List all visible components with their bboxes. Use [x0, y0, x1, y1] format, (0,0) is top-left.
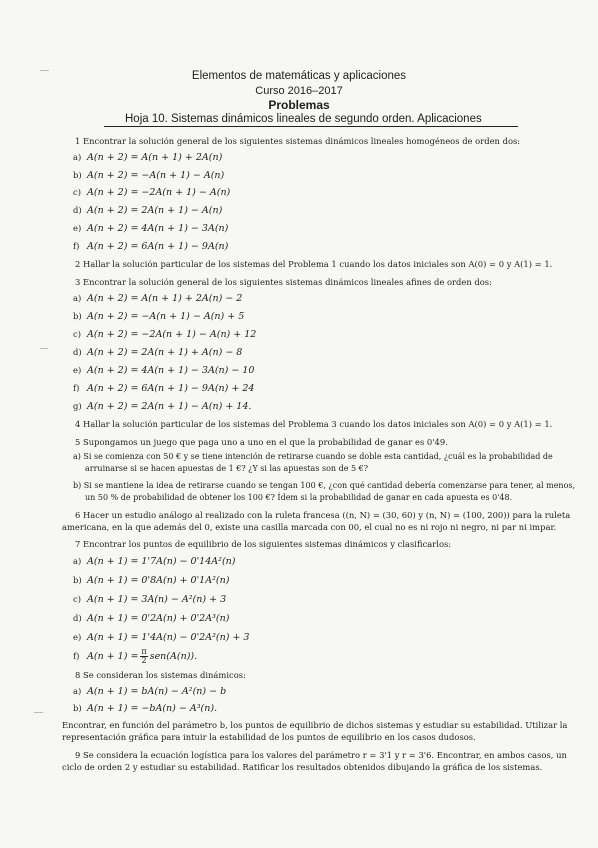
list-item: d) A(n + 1) = 0'2A(n) + 0'2A³(n) — [73, 613, 230, 624]
problem-8-line-1: Encontrar, en función del parámetro b, los puntos de equilibrio de dichos sistemas y estudiar su estabilidad. Utilizar la — [62, 720, 568, 730]
problem-3-statement: 3 Encontrar la solución general de los siguientes sistemas dinámicos lineales afines de orden dos: — [75, 277, 492, 287]
list-item: f) A(n + 1) = $\frac{\pi}{2} sen(A(n))$. — [73, 647, 198, 665]
problem-5b-line-1: b) Si se mantiene la idea de retirarse cuando se tengan 100 €, ¿con qué cantidad debería comenzarse para tener, al menos, — [73, 481, 576, 490]
problem-6-line-2: americana, en la que además del 0, existe una casilla marcada con 00, el cual no es ni rojo ni negro, ni par ni impar. — [62, 522, 557, 532]
list-item: d) A(n + 2) = 2A(n + 1) + A(n) − 8 — [73, 347, 243, 358]
course-year: Curso 2016–2017 — [255, 85, 343, 97]
list-item: d) A(n + 2) = 2A(n + 1) − A(n) — [73, 205, 223, 216]
list-item: c) A(n + 2) = −2A(n + 1) − A(n) — [73, 187, 231, 198]
problem-6-line-1: 6 Hacer un estudio análogo al realizado con la ruleta francesa ((n, N) = (30, 60) y (n, N) = (100, 200)) para la ruleta — [75, 510, 571, 520]
problem-5-statement: 5 Supongamos un juego que paga uno a uno en el que la probabilidad de ganar es 0'49. — [75, 437, 448, 447]
scan-mark — [40, 348, 48, 349]
list-item: e) A(n + 1) = 1'4A(n) − 0'2A²(n) + 3 — [73, 632, 250, 643]
problem-8-line-2: representación gráfica para intuir la estabilidad de los puntos de equilibrio en los casos dudosos. — [62, 732, 476, 742]
list-item: a) A(n + 1) = bA(n) − A²(n) − b — [73, 686, 227, 697]
document-kind: Problemas — [268, 98, 330, 112]
problem-1-statement: 1 Encontrar la solución general de los siguientes sistemas dinámicos lineales homogéneos de orden dos: — [75, 136, 521, 146]
list-item: a) A(n + 1) = 1'7A(n) − 0'14A²(n) — [73, 556, 236, 567]
course-title: Elementos de matemáticas y aplicaciones — [191, 70, 407, 82]
list-item: g) A(n + 2) = 2A(n + 1) − A(n) + 14. — [73, 401, 252, 412]
problem-7-statement: 7 Encontrar los puntos de equilibrio de los siguientes sistemas dinámicos y clasificarlos: — [75, 539, 452, 549]
problem-5b-line-2: un 50 % de probabilidad de obtener los 100 €? Ídem si la probabilidad de ganar en cada apuesta es 0'48. — [85, 493, 513, 502]
list-item: f) A(n + 2) = 6A(n + 1) − 9A(n) + 24 — [73, 383, 255, 394]
list-item: b) A(n + 2) = −A(n + 1) − A(n) + 5 — [73, 311, 245, 322]
list-item: a) A(n + 2) = A(n + 1) + 2A(n) — [73, 152, 223, 163]
list-item: c) A(n + 1) = 3A(n) − A²(n) + 3 — [73, 594, 227, 605]
list-item: e) A(n + 2) = 4A(n + 1) − 3A(n) − 10 — [73, 365, 255, 376]
list-item: f) A(n + 2) = 6A(n + 1) − 9A(n) — [73, 241, 229, 252]
problem-2-statement: 2 Hallar la solución particular de los sistemas del Problema 1 cuando los datos iniciales son A(0) = 0 y A(1) = 1. — [75, 259, 553, 269]
problem-8-statement: 8 Se consideran los sistemas dinámicos: — [75, 670, 246, 680]
list-item: b) A(n + 1) = −bA(n) − A³(n). — [73, 703, 218, 714]
list-item: e) A(n + 2) = 4A(n + 1) − 3A(n) — [73, 223, 229, 234]
fraction: $\frac{\pi}{2}$ — [141, 647, 147, 665]
scan-mark — [34, 712, 43, 713]
problem-9-line-1: 9 Se considera la ecuación logística para los valores del parámetro r = 3'1 y r = 3'6. Encontrar, en ambos casos, un — [75, 750, 567, 760]
problem-5a-line-1: a) Si se comienza con 50 € y se tiene intención de retirarse cuando se doble esta cantidad, ¿cuál es la probabilidad de — [73, 452, 553, 461]
problem-4-statement: 4 Hallar la solución particular de los sistemas del Problema 3 cuando los datos iniciales son A(0) = 0 y A(1) = 1. — [75, 419, 553, 429]
problem-5a-line-2: arruinarse si se hacen apuestas de 1 €? ¿Y si las apuestas son de 5 €? — [85, 464, 368, 473]
sheet-title: Hoja 10. Sistemas dinámicos lineales de segundo orden. Aplicaciones — [104, 113, 518, 127]
list-item: b) A(n + 1) = 0'8A(n) + 0'1A²(n) — [73, 575, 230, 586]
list-item: a) A(n + 2) = A(n + 1) + 2A(n) − 2 — [73, 293, 243, 304]
list-item: b) A(n + 2) = −A(n + 1) − A(n) — [73, 170, 225, 181]
problem-9-line-2: ciclo de orden 2 y estudiar su estabilidad. Ratificar los resultados obtenidos dibujando la gráfica de los sistemas. — [62, 762, 543, 772]
list-item: c) A(n + 2) = −2A(n + 1) − A(n) + 12 — [73, 329, 257, 340]
